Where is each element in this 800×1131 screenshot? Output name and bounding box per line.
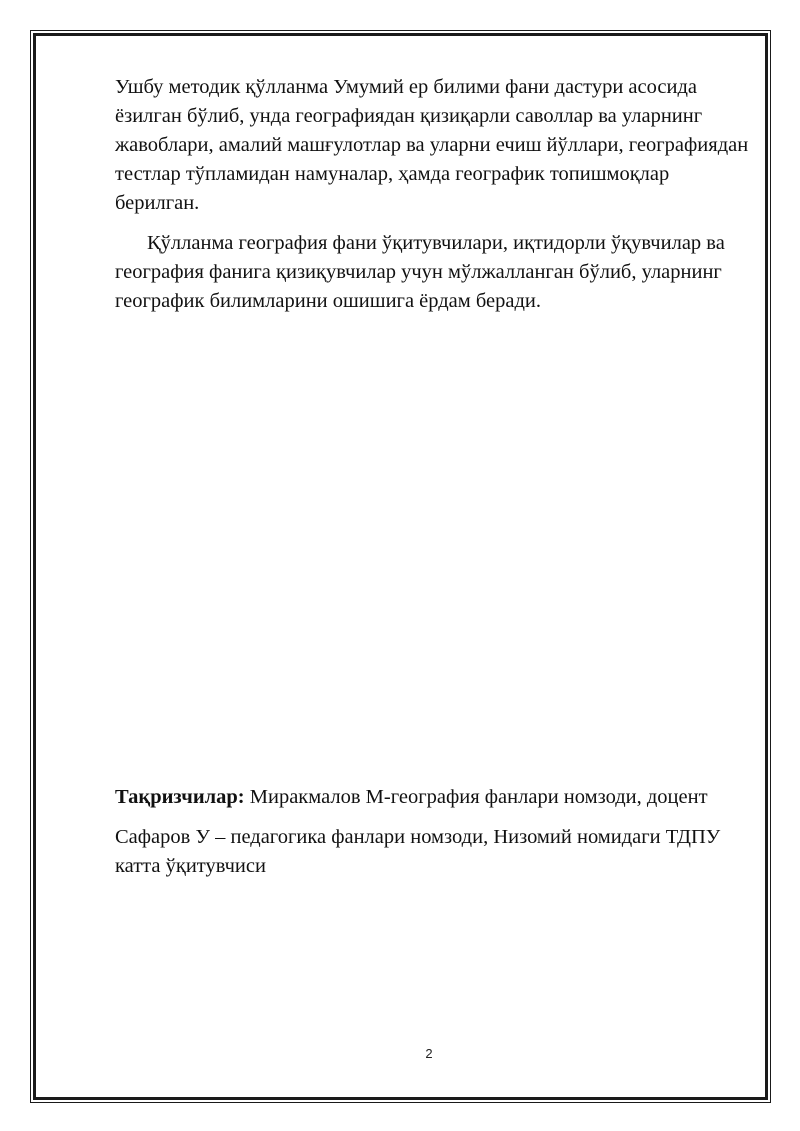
reviewers-label: Тақризчилар: bbox=[115, 786, 245, 808]
reviewer-1: Миракмалов М-география фанлари номзоди, доцент bbox=[244, 786, 708, 808]
page-number: 2 bbox=[425, 1046, 433, 1061]
intro-paragraph-2: Қўлланма география фани ўқитувчилари, иқтидорли ўқувчилар ва география фанига қизиқувчилар учун мўлжалланган бўлиб, уларнинг географик билимларини ошишига ёрдам беради. bbox=[115, 232, 725, 312]
reviewers-line bbox=[115, 783, 755, 812]
intro-paragraph-1: Ушбу методик қўлланма Умумий ер билими фани дастури асосида ёзилган бўлиб, унда географиядан қизиқарли саволлар ва уларнинг жавоблари, амалий машғулотлар ва уларни ечиш йўллари, географиядан тестлар тўпламидан намуналар, ҳамда географик топишмоқлар берилган. bbox=[115, 76, 749, 214]
reviewer-2: Сафаров У – педагогика фанлари номзоди, Низомий номидаги ТДПУ катта ўқитувчиси bbox=[115, 826, 721, 877]
